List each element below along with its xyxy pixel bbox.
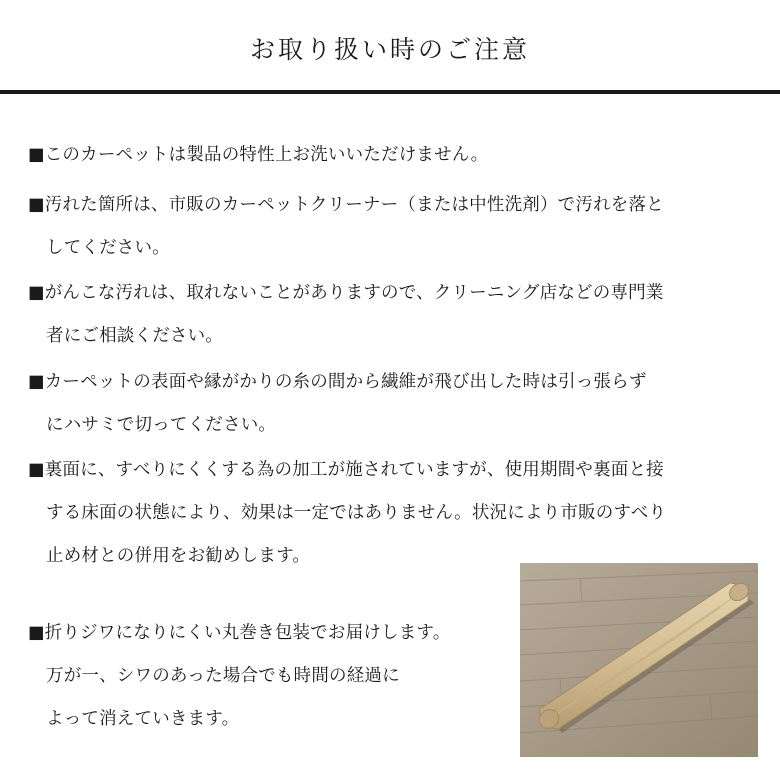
note-stubborn-stain <box>28 272 758 358</box>
note-line: ■裏面に、すべりにくくする為の加工が施されていますが、使用期間や裏面と接 <box>28 460 664 480</box>
note-stain-cleaning <box>28 184 758 270</box>
note-line: してください。 <box>46 238 170 258</box>
note-anti-slip <box>28 449 758 578</box>
note-roll-packaging <box>28 612 508 741</box>
note-line: 万が一、シワのあった場合でも時間の経過に <box>46 666 400 686</box>
title-divider <box>0 90 780 94</box>
rolled-carpet-photo <box>520 563 758 757</box>
note-line: ■カーペットの表面や縁がかりの糸の間から繊維が飛び出した時は引っ張らず <box>28 372 647 392</box>
note-line: ■汚れた箇所は、市販のカーペットクリーナー（または中性洗剤）で汚れを落と <box>28 195 664 215</box>
note-line: 者にご相談ください。 <box>46 326 223 346</box>
note-line: ■このカーペットは製品の特性上お洗いいただけません。 <box>28 145 489 165</box>
note-line: ■がんこな汚れは、取れないことがありますので、クリーニング店などの専門業 <box>28 283 664 303</box>
note-loose-fiber <box>28 361 758 447</box>
page-title: お取り扱い時のご注意 <box>249 35 530 64</box>
note-line: 止め材との併用をお勧めします。 <box>46 546 311 566</box>
note-line: ■折りジワになりにくい丸巻き包装でお届けします。 <box>28 623 451 643</box>
note-line: にハサミで切ってください。 <box>46 415 277 435</box>
note-line: よって消えていきます。 <box>46 709 240 729</box>
note-line: する床面の状態により、効果は一定ではありません。状況により市販のすべり <box>46 503 667 523</box>
note-no-wash <box>28 134 758 177</box>
